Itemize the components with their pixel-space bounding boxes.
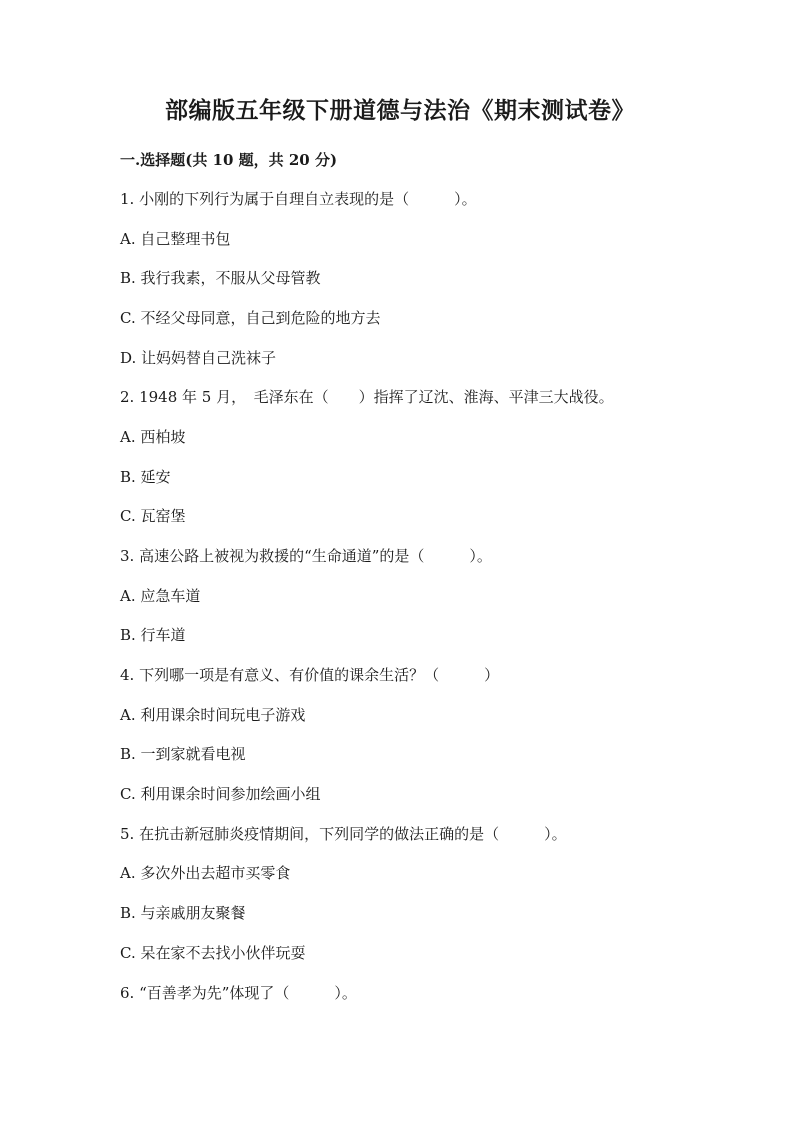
- question-2-stem: 2. 1948 年 5 月， 毛泽东在（ ）指挥了辽沈、淮海、平津三大战役。: [120, 388, 614, 406]
- page-title: 部编版五年级下册道德与法治《期末测试卷》: [165, 97, 635, 124]
- question-5-option-a: A. 多次外出去超市买零食: [120, 864, 291, 882]
- question-5-option-c: C. 呆在家不去找小伙伴玩耍: [120, 944, 306, 962]
- question-2-option-b: B. 延安: [120, 468, 171, 486]
- question-1-option-d: D. 让妈妈替自己洗袜子: [120, 349, 277, 367]
- question-4-option-a: A. 利用课余时间玩电子游戏: [120, 706, 306, 724]
- question-2-option-c: C. 瓦窑堡: [120, 507, 186, 525]
- question-2-option-a: A. 西柏坡: [120, 428, 186, 446]
- question-1-option-c: C. 不经父母同意，自己到危险的地方去: [120, 309, 381, 327]
- question-1-option-a: A. 自己整理书包: [120, 230, 231, 248]
- question-3-stem: 3. 高速公路上被视为救援的“生命通道”的是（ ）。: [120, 547, 492, 565]
- question-5-stem: 5. 在抗击新冠肺炎疫情期间，下列同学的做法正确的是（ ）。: [120, 825, 567, 843]
- question-1-option-b: B. 我行我素，不服从父母管教: [120, 269, 321, 287]
- question-5-option-b: B. 与亲戚朋友聚餐: [120, 904, 246, 922]
- question-6-stem: 6. “百善孝为先”体现了（ ）。: [120, 984, 357, 1002]
- question-4-option-b: B. 一到家就看电视: [120, 745, 246, 763]
- question-3-option-b: B. 行车道: [120, 626, 186, 644]
- section-heading: 一.选择题(共 10 题，共 20 分): [120, 151, 338, 169]
- question-3-option-a: A. 应急车道: [120, 587, 201, 605]
- question-4-option-c: C. 利用课余时间参加绘画小组: [120, 785, 321, 803]
- question-4-stem: 4. 下列哪一项是有意义、有价值的课余生活？（ ）: [120, 666, 500, 684]
- question-1-stem: 1. 小刚的下列行为属于自理自立表现的是（ ）。: [120, 190, 477, 208]
